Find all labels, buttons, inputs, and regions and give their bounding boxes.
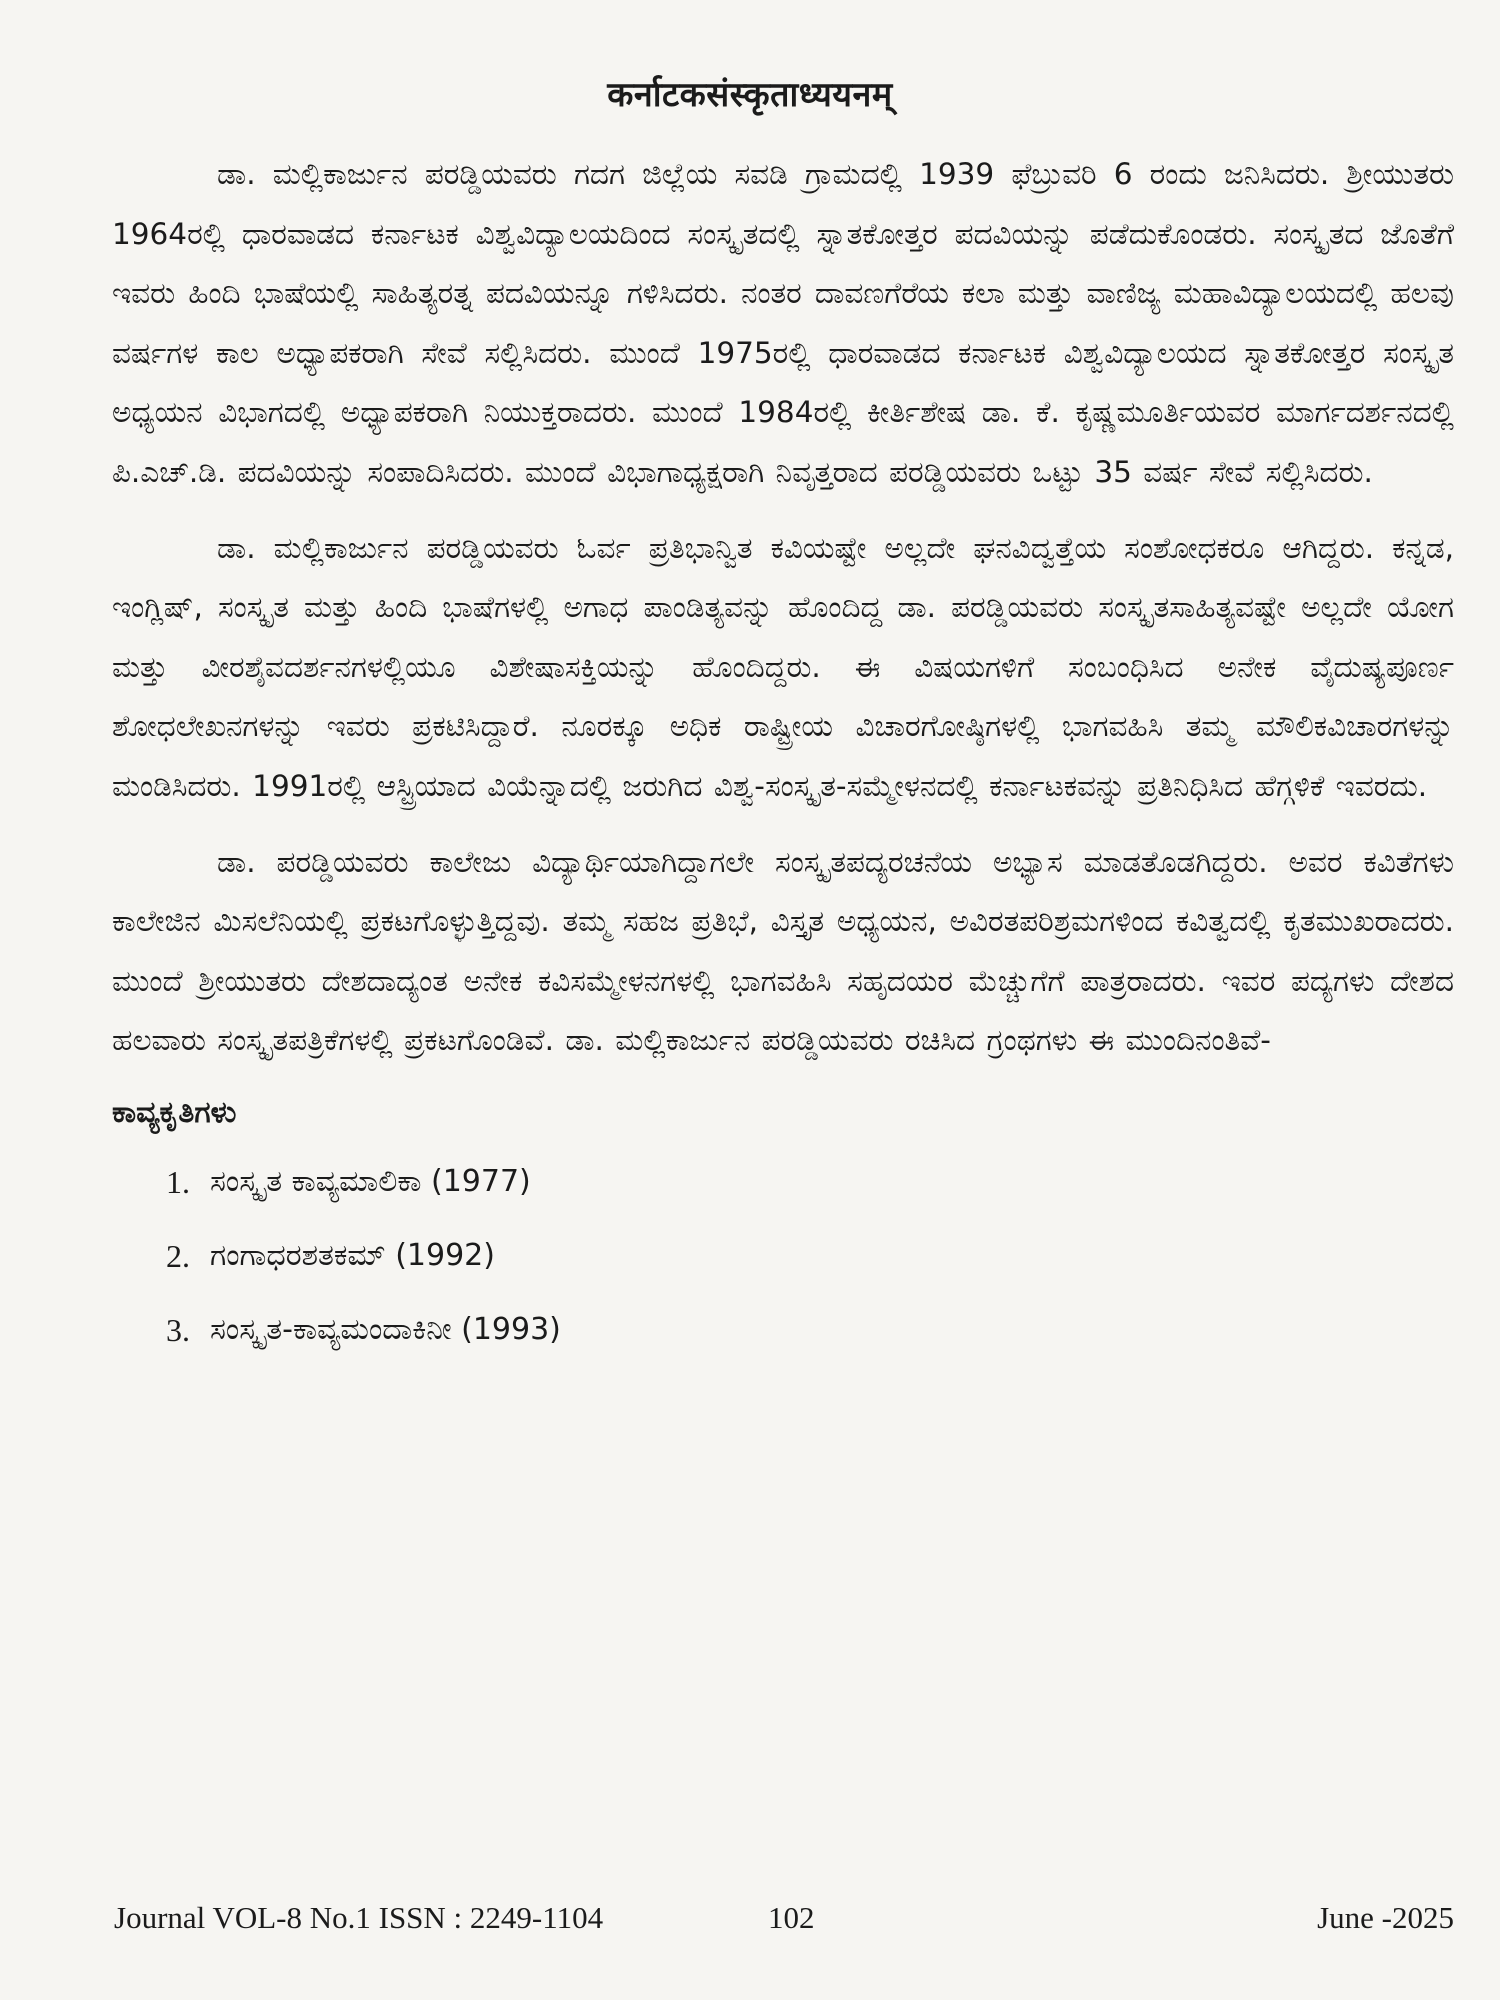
running-title: कर्नाटकसंस्कृताध्ययनम् — [607, 75, 893, 115]
work-title: ಸಂಸ್ಕೃತ-ಕಾವ್ಯಮಂದಾಕಿನೀ (1993) — [210, 1311, 561, 1347]
page-footer — [114, 1900, 1454, 1944]
works-list-item — [166, 1145, 1454, 1219]
work-number: 1. — [166, 1163, 190, 1200]
journal-info: Journal VOL-8 No.1 ISSN : 2249-1104 — [114, 1900, 604, 1935]
article-body — [112, 145, 1454, 1367]
page-number: 102 — [768, 1900, 815, 1935]
work-title: ಗಂಗಾಧರಶತಕಮ್ (1992) — [210, 1237, 495, 1273]
paragraph-biography: ಡಾ. ಮಲ್ಲಿಕಾರ್ಜುನ ಪರಡ್ಡಿಯವರು ಗದಗ ಜಿಲ್ಲೆಯ ಸವಡಿ ಗ್ರಾಮದಲ್ಲಿ 1939 ಫೆಬ್ರುವರಿ 6 ರಂದು ಜನಿಸಿದರು. ಶ್ರೀಯುತರು 1964ರಲ್ಲಿ ಧಾರವಾಡದ ಕರ್ನಾಟಕ ವಿಶ್ವವಿದ್ಯಾಲಯದಿಂದ ಸಂಸ್ಕೃತದಲ್ಲಿ ಸ್ನಾತಕೋತ್ತರ ಪದವಿಯನ್ನು ಪಡೆದುಕೊಂಡರು. ಸಂಸ್ಕೃತದ ಜೊತೆಗೆ ಇವರು ಹಿಂದಿ ಭಾಷೆಯಲ್ಲಿ ಸಾಹಿತ್ಯರತ್ನ ಪದವಿಯನ್ನೂ ಗಳಿಸಿದರು. ನಂತರ ದಾವಣಗೆರೆಯ ಕಲಾ ಮತ್ತು ವಾಣಿಜ್ಯ ಮಹಾವಿದ್ಯಾಲಯದಲ್ಲಿ ಹಲವು ವರ್ಷಗಳ ಕಾಲ ಅಧ್ಯಾಪಕರಾಗಿ ಸೇವೆ ಸಲ್ಲಿಸಿದರು. ಮುಂದೆ 1975ರಲ್ಲಿ ಧಾರವಾಡದ ಕರ್ನಾಟಕ ವಿಶ್ವವಿದ್ಯಾಲಯದ ಸ್ನಾತಕೋತ್ತರ ಸಂಸ್ಕೃತ ಅಧ್ಯಯನ ವಿಭಾಗದಲ್ಲಿ ಅಧ್ಯಾಪಕರಾಗಿ ನಿಯುಕ್ತರಾದರು. ಮುಂದೆ 1984ರಲ್ಲಿ ಕೀರ್ತಿಶೇಷ ಡಾ. ಕೆ. ಕೃಷ್ಣಮೂರ್ತಿಯವರ ಮಾರ್ಗದರ್ಶನದಲ್ಲಿ ಪಿ.ಎಚ್.ಡಿ. ಪದವಿಯನ್ನು ಸಂಪಾದಿಸಿದರು. ಮುಂದೆ ವಿಭಾಗಾಧ್ಯಕ್ಷರಾಗಿ ನಿವೃತ್ತರಾದ ಪರಡ್ಡಿಯವರು ಒಟ್ಟು 35 ವರ್ಷ ಸೇವೆ ಸಲ್ಲಿಸಿದರು. — [112, 157, 1454, 489]
issue-date: June -2025 — [1317, 1900, 1454, 1935]
works-list-item — [166, 1293, 1454, 1367]
work-number: 3. — [166, 1311, 190, 1348]
section-heading-poetic-works: ಕಾವ್ಯಕೃತಿಗಳು — [112, 1094, 237, 1130]
paragraph-scholarship: ಡಾ. ಮಲ್ಲಿಕಾರ್ಜುನ ಪರಡ್ಡಿಯವರು ಓರ್ವ ಪ್ರತಿಭಾನ್ವಿತ ಕವಿಯಷ್ಟೇ ಅಲ್ಲದೇ ಘನವಿದ್ವತ್ತೆಯ ಸಂಶೋಧಕರೂ ಆಗಿದ್ದರು. ಕನ್ನಡ, ಇಂಗ್ಲಿಷ್, ಸಂಸ್ಕೃತ ಮತ್ತು ಹಿಂದಿ ಭಾಷೆಗಳಲ್ಲಿ ಅಗಾಧ ಪಾಂಡಿತ್ಯವನ್ನು ಹೊಂದಿದ್ದ ಡಾ. ಪರಡ್ಡಿಯವರು ಸಂಸ್ಕೃತಸಾಹಿತ್ಯವಷ್ಟೇ ಅಲ್ಲದೇ ಯೋಗ ಮತ್ತು ವೀರಶೈವದರ್ಶನಗಳಲ್ಲಿಯೂ ವಿಶೇಷಾಸಕ್ತಿಯನ್ನು ಹೊಂದಿದ್ದರು. ಈ ವಿಷಯಗಳಿಗೆ ಸಂಬಂಧಿಸಿದ ಅನೇಕ ವೈದುಷ್ಯಪೂರ್ಣ ಶೋಧಲೇಖನಗಳನ್ನು ಇವರು ಪ್ರಕಟಿಸಿದ್ದಾರೆ. ನೂರಕ್ಕೂ ಅಧಿಕ ರಾಷ್ಟ್ರೀಯ ವಿಚಾರಗೋಷ್ಠಿಗಳಲ್ಲಿ ಭಾಗವಹಿಸಿ ತಮ್ಮ ಮೌಲಿಕವಿಚಾರಗಳನ್ನು ಮಂಡಿಸಿದರು. 1991ರಲ್ಲಿ ಆಸ್ಟ್ರಿಯಾದ ವಿಯೆನ್ನಾದಲ್ಲಿ ಜರುಗಿದ ವಿಶ್ವ-ಸಂಸ್ಕೃತ-ಸಮ್ಮೇಳನದಲ್ಲಿ ಕರ್ನಾಟಕವನ್ನು ಪ್ರತಿನಿಧಿಸಿದ ಹೆಗ್ಗಳಿಕೆ ಇವರದು. — [112, 530, 1454, 803]
paragraph-poetry: ಡಾ. ಪರಡ್ಡಿಯವರು ಕಾಲೇಜು ವಿದ್ಯಾರ್ಥಿಯಾಗಿದ್ದಾಗಲೇ ಸಂಸ್ಕೃತಪದ್ಯರಚನೆಯ ಅಭ್ಯಾಸ ಮಾಡತೊಡಗಿದ್ದರು. ಅವರ ಕವಿತೆಗಳು ಕಾಲೇಜಿನ ಮಿಸಲೆನಿಯಲ್ಲಿ ಪ್ರಕಟಗೊಳ್ಳುತ್ತಿದ್ದವು. ತಮ್ಮ ಸಹಜ ಪ್ರತಿಭೆ, ವಿಸ್ತೃತ ಅಧ್ಯಯನ, ಅವಿರತಪರಿಶ್ರಮಗಳಿಂದ ಕವಿತ್ವದಲ್ಲಿ ಕೃತಮುಖರಾದರು. ಮುಂದೆ ಶ್ರೀಯುತರು ದೇಶದಾದ್ಯಂತ ಅನೇಕ ಕವಿಸಮ್ಮೇಳನಗಳಲ್ಲಿ ಭಾಗವಹಿಸಿ ಸಹೃದಯರ ಮೆಚ್ಚುಗೆಗೆ ಪಾತ್ರರಾದರು. ಇವರ ಪದ್ಯಗಳು ದೇಶದ ಹಲವಾರು ಸಂಸ್ಕೃತಪತ್ರಿಕೆಗಳಲ್ಲಿ ಪ್ರಕಟಗೊಂಡಿವೆ. ಡಾ. ಮಲ್ಲಿಕಾರ್ಜುನ ಪರಡ್ಡಿಯವರು ರಚಿಸಿದ ಗ್ರಂಥಗಳು ಈ ಮುಂದಿನಂತಿವೆ- — [112, 844, 1454, 1058]
work-number: 2. — [166, 1237, 190, 1274]
work-title: ಸಂಸ್ಕೃತ ಕಾವ್ಯಮಾಲಿಕಾ (1977) — [210, 1163, 531, 1199]
works-list-item — [166, 1219, 1454, 1293]
works-list — [112, 1145, 1454, 1367]
